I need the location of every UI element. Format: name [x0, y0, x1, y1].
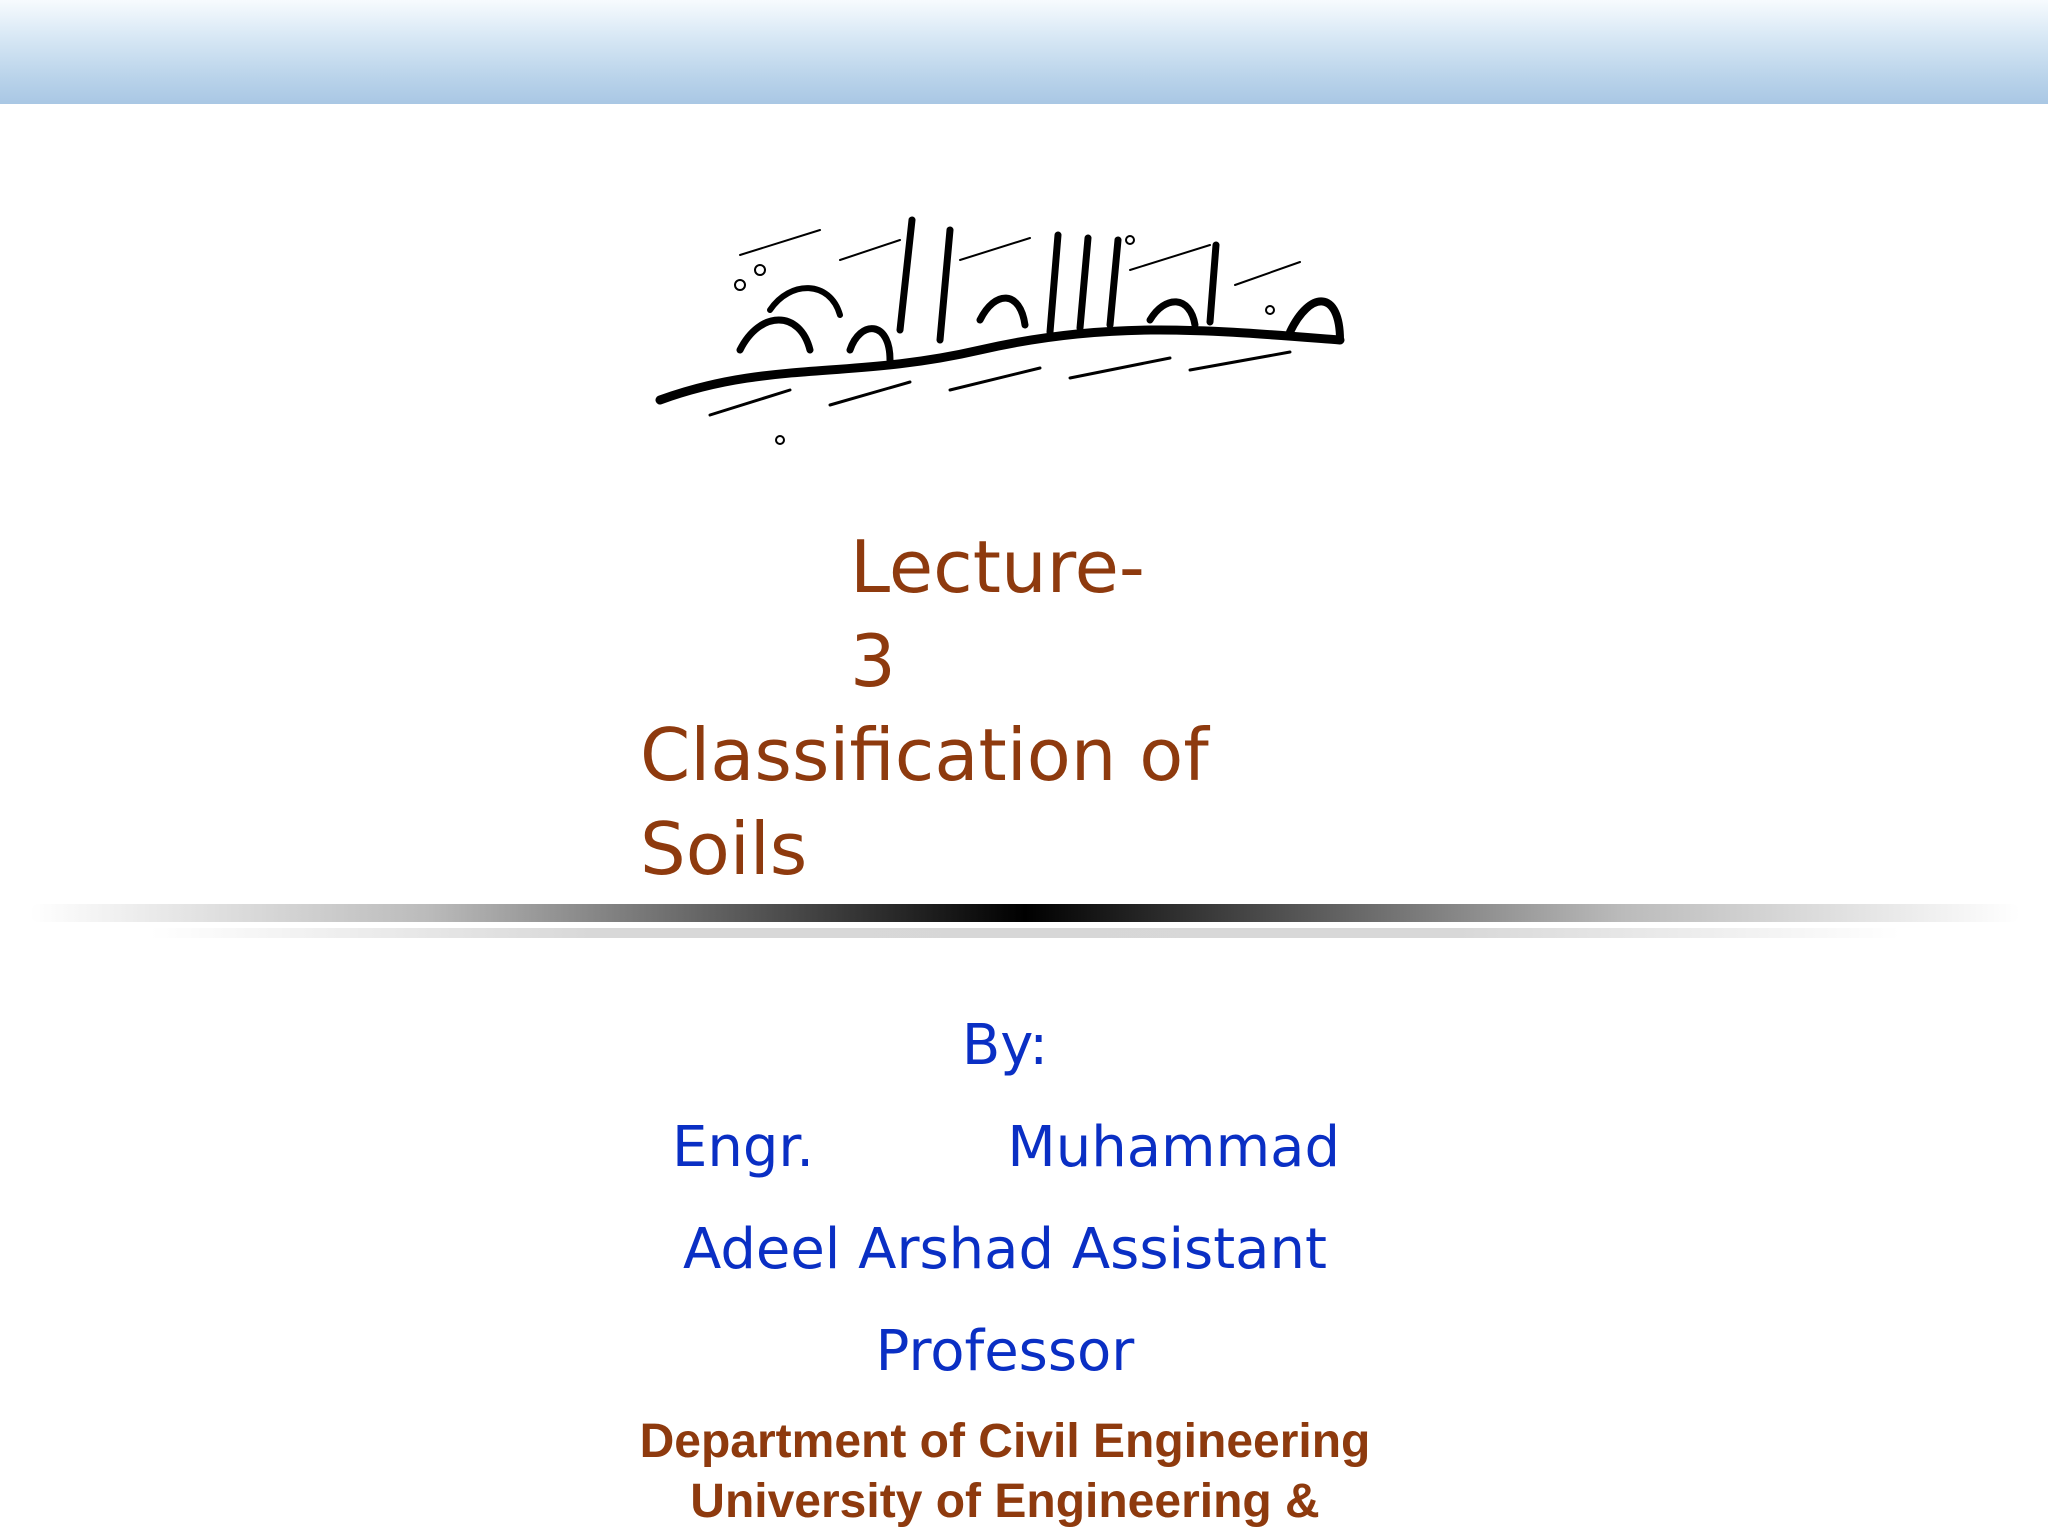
department-block	[0, 1412, 2010, 1532]
title-line-2: Soils	[640, 807, 808, 891]
title-line-1: Classification of	[640, 713, 1209, 797]
top-gradient-band	[0, 0, 2048, 104]
lecture-title-block	[640, 520, 1340, 896]
lecture-number: 3	[850, 619, 896, 703]
author-honorific: Engr.	[672, 1115, 815, 1180]
author-block	[660, 995, 1350, 1403]
author-line-2: Adeel Arshad Assistant	[683, 1217, 1327, 1282]
author-name-line	[660, 1097, 1350, 1199]
author-first-name: Muhammad	[1007, 1115, 1340, 1180]
divider-dark	[30, 904, 2020, 922]
author-line-3: Professor	[875, 1319, 1135, 1384]
department-name: Department of Civil Engineering	[639, 1415, 1371, 1468]
by-label: By:	[961, 1013, 1049, 1078]
divider-light	[150, 928, 1900, 938]
university-name: University of Engineering &	[690, 1475, 1320, 1528]
bismillah-calligraphy	[650, 200, 1350, 450]
lecture-label: Lecture-	[850, 525, 1145, 609]
